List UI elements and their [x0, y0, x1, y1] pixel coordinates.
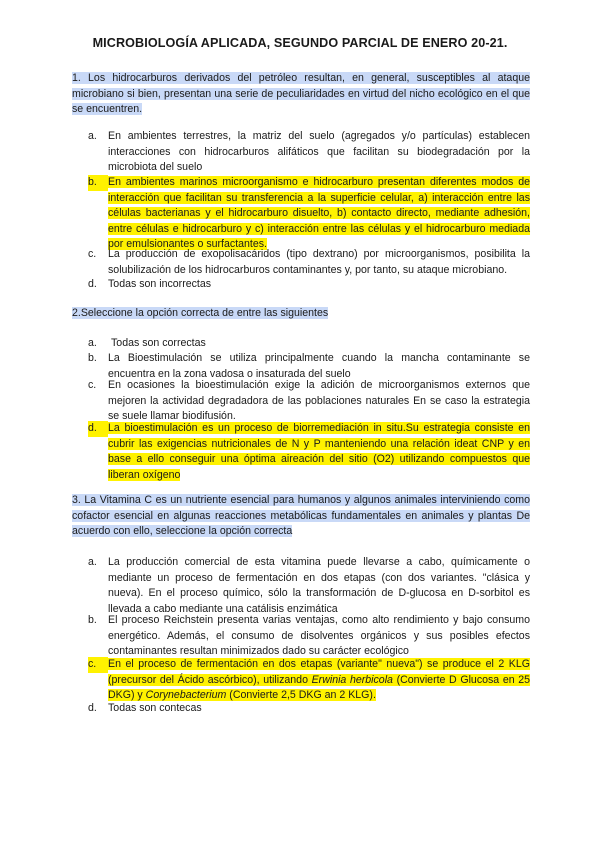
option-text: El proceso Reichstein presenta varias ventajas, como alto rendimiento y bajo consumo energético. Además, el consumo de disolventes orgánicos y sus posibles efectos contaminantes resultan minimizados dado su carácter ecológico: [108, 614, 530, 657]
option-letter: b.: [88, 614, 97, 626]
option-text-part: (Convierte 2,5 DKG an 2 KLG).: [226, 689, 376, 701]
option-text: En ambientes terrestres, la matriz del suelo (agregados y/o partículas) establecen interacciones con hidrocarburos alifáticos que facilitan su biodegradación por la microbiota del suelo: [108, 130, 530, 173]
option-letter: d.: [88, 278, 97, 290]
option-text-highlighted: En ambientes marinos microorganismo e hidrocarburo presentan diferentes modos de interacción que facilitan su transferencia a la superficie celular, a) interacción entre las células bacterianas y el hidrocarburo disuelto, b) contacto directo, mediante adhesión, entre células e hidrocarburo y c) interacción entre las células y el hidrocarburo mediada por emulsionantes o surfactantes.: [108, 176, 530, 250]
option-text-highlighted: La bioestimulación es un proceso de biorremediación in situ.Su estrategia consiste en cubrir las exigencias nutricionales de N y P manteniendo una relación ideat CNP y en base a ello conseguir una óptima aireación del sitio (O2) utilizando compuestos que liberan oxígeno: [108, 422, 530, 481]
q2-option-d: [88, 421, 530, 483]
option-letter: c.: [88, 379, 97, 391]
option-text: Todas son incorrectas: [108, 278, 212, 290]
question-1: [72, 71, 530, 118]
option-text-part: (Convierte D Glucosa en 25 DKG) y: [108, 673, 531, 701]
q1-option-a: [88, 129, 530, 176]
organism-name-italic: Erwinia herbicola: [311, 673, 393, 686]
option-letter: d.: [88, 421, 108, 437]
page-title: MICROBIOLOGÍA APLICADA, SEGUNDO PARCIAL DE ENERO 20-21.: [92, 36, 508, 50]
q1-option-d: [88, 277, 530, 293]
q3-option-b: [88, 613, 530, 660]
question-3: [72, 493, 530, 540]
q3-option-c: [88, 657, 530, 704]
q1-option-b: [88, 175, 530, 253]
option-letter: a.: [88, 130, 97, 142]
option-text: La producción de exopolisacáridos (tipo dextrano) por microorganismos, posibilita la solubilización de los hidrocarburos contaminantes y, por tanto, su ataque microbiano.: [108, 248, 530, 276]
option-letter: c.: [88, 657, 108, 673]
option-letter: c.: [88, 248, 97, 260]
option-text: Todas son contecas: [108, 702, 202, 714]
option-text-highlighted: [108, 658, 530, 701]
question-2-text: 2.Seleccione la opción correcta de entre las siguientes: [72, 307, 329, 319]
option-letter: a.: [88, 337, 97, 349]
question-1-text: 1. Los hidrocarburos derivados del petróleo resultan, en general, susceptibles al ataque microbiano si bien, presentan una serie de peculiaridades en virtud del nicho ecológico en el que se encuentren.: [72, 72, 530, 115]
option-text-part: En el proceso de fermentación en dos etapas (variante" nueva") se produce el 2 KLG (precursor del Ácido ascórbico), utilizando: [108, 658, 530, 686]
q1-option-c: [88, 247, 530, 278]
question-2: [72, 306, 530, 322]
option-text: La producción comercial de esta vitamina puede llevarse a cabo, químicamente o mediante un proceso de fermentación en dos etapas (con dos variantes. "clásica y nueva). En el proceso químico, sólo la transformación de D-glucosa en D-sorbitol es llevada a cabo mediante una catálisis enzimática: [108, 556, 530, 615]
option-text: Todas son correctas: [111, 337, 206, 349]
option-text: En ocasiones la bioestimulación exige la adición de microorganismos externos que mejoren la actividad degradadora de las poblaciones naturales En se caso la estrategia se suele llamar biodifusión.: [108, 379, 530, 422]
q3-option-d: [88, 701, 530, 717]
organism-name-italic: Corynebacterium: [145, 689, 227, 701]
q2-option-c: [88, 378, 530, 425]
option-letter: d.: [88, 702, 97, 714]
option-text: La Bioestimulación se utiliza principalmente cuando la mancha contaminante se encuentra en la zona vadosa o insaturada del suelo: [108, 352, 530, 380]
question-3-text: 3. La Vitamina C es un nutriente esencial para humanos y algunos animales interviniendo como cofactor esencial en algunas reacciones metabólicas fundamentales en animales y plantas De acuerdo con ello, seleccione la opción correcta: [72, 494, 530, 537]
q3-option-a: [88, 555, 530, 617]
option-letter: a.: [88, 556, 97, 568]
option-letter: b.: [88, 352, 97, 364]
q2-option-a: [88, 336, 530, 352]
option-letter: b.: [88, 175, 108, 191]
